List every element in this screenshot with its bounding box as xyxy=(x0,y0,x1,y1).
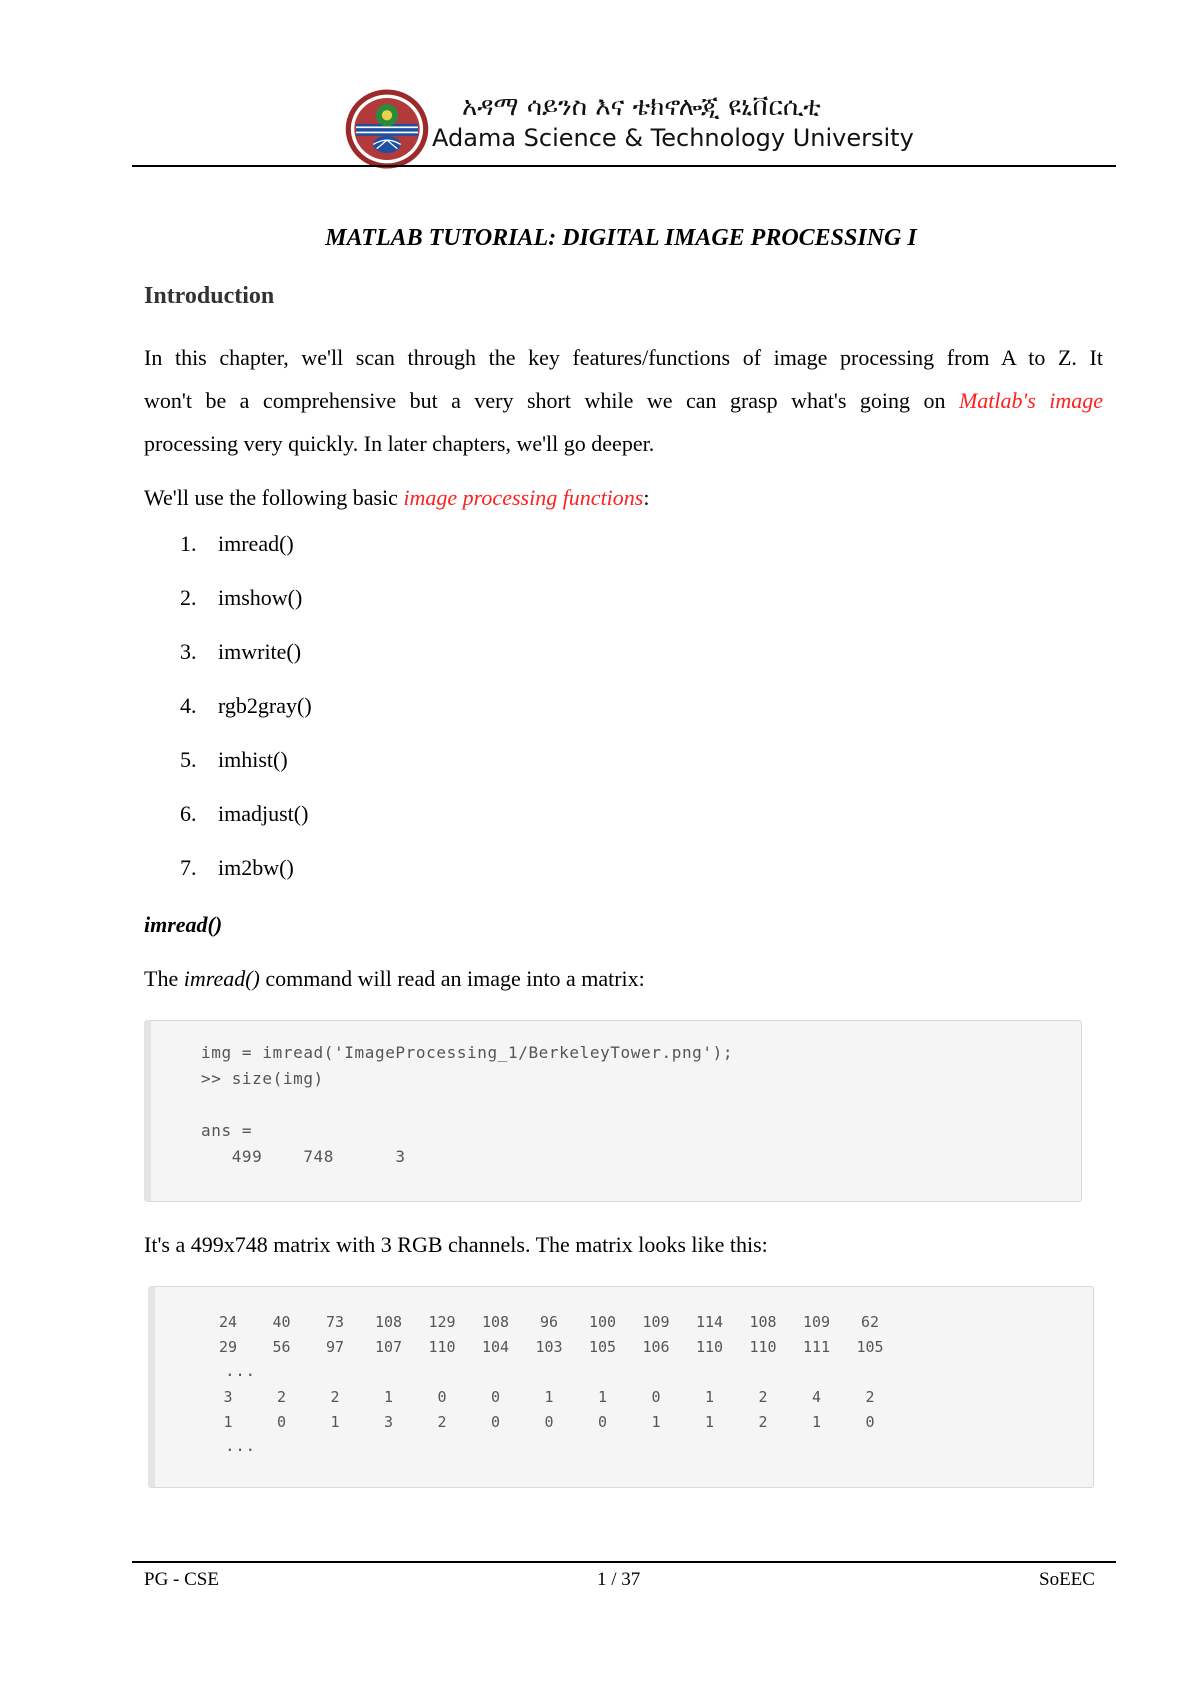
matrix-cell: 2 xyxy=(437,1413,447,1431)
list-item xyxy=(180,801,308,827)
list-item-number: 2. xyxy=(180,585,197,610)
list-item-number: 3. xyxy=(180,639,197,664)
code-line: >> size(img) xyxy=(201,1069,324,1088)
list-item-number: 1. xyxy=(180,531,197,556)
matrix-cell: 1 xyxy=(330,1413,340,1431)
intro-line-2-text: won't be a comprehensive but a very short while we can grasp what's going on xyxy=(144,388,959,413)
code-block-imread xyxy=(144,1020,1082,1202)
matrix-cell: 108 xyxy=(481,1313,510,1331)
document-title: MATLAB TUTORIAL: DIGITAL IMAGE PROCESSING I xyxy=(325,225,917,251)
matrix-cell: 109 xyxy=(642,1313,670,1331)
matrix-cell: 110 xyxy=(695,1338,724,1356)
code-line: img = imread('ImageProcessing_1/BerkeleyTower.png'); xyxy=(201,1043,734,1062)
matlab-image-link[interactable]: Matlab's image xyxy=(958,388,1103,413)
matrix-cell: 1 xyxy=(704,1413,715,1431)
matrix-cell: 3 xyxy=(223,1388,233,1406)
matrix-cell: 4 xyxy=(811,1388,822,1406)
matrix-cell: 110 xyxy=(428,1338,456,1356)
footer-divider xyxy=(132,1561,1116,1563)
matrix-cell: 106 xyxy=(642,1338,670,1356)
matrix-cell: 40 xyxy=(272,1313,291,1331)
image-processing-functions-link[interactable]: image processing functions xyxy=(403,485,644,510)
matrix-cell: 3 xyxy=(383,1413,394,1431)
list-item-label: imshow() xyxy=(218,585,303,610)
matrix-cell: 108 xyxy=(374,1313,403,1331)
code-line: 499 748 3 xyxy=(201,1147,406,1166)
intro-paragraph-line-3: processing very quickly. In later chapters, we'll go deeper. xyxy=(144,431,655,456)
matrix-ellipsis: ... xyxy=(225,1436,256,1455)
matrix-cell: 0 xyxy=(490,1413,501,1431)
matrix-cell: 1 xyxy=(383,1388,394,1406)
matrix-row-2 xyxy=(155,1338,1093,1358)
matrix-cell: 0 xyxy=(276,1413,287,1431)
footer-school: SoEEC xyxy=(1039,1569,1095,1590)
code-line: ans = xyxy=(201,1121,253,1140)
matrix-cell: 104 xyxy=(481,1338,510,1356)
matrix-cell: 96 xyxy=(539,1313,559,1331)
matrix-cell: 0 xyxy=(651,1388,661,1406)
matrix-cell: 109 xyxy=(802,1313,831,1331)
matrix-cell: 0 xyxy=(437,1388,447,1406)
matrix-row-1 xyxy=(155,1313,1093,1333)
matrix-cell: 24 xyxy=(218,1313,238,1331)
matrix-cell: 108 xyxy=(749,1313,777,1331)
list-item xyxy=(180,693,312,719)
imread-description-post: command will read an image into a matrix: xyxy=(259,966,645,991)
matrix-cell: 2 xyxy=(865,1388,875,1406)
matrix-cell: 1 xyxy=(704,1388,715,1406)
list-item-label: rgb2gray() xyxy=(218,693,312,718)
list-item-label: imhist() xyxy=(218,747,288,772)
matrix-cell: 56 xyxy=(272,1338,291,1356)
imread-description xyxy=(144,966,645,992)
matrix-cell: 105 xyxy=(588,1338,617,1356)
matrix-cell: 1 xyxy=(651,1413,661,1431)
university-name-amharic: አዳማ ሳይንስ እና ቴክኖሎጂ ዩኒቨርሲቲ xyxy=(462,92,821,122)
matrix-cell: 2 xyxy=(758,1388,768,1406)
code-block-matrix xyxy=(148,1286,1094,1488)
matrix-cell: 73 xyxy=(325,1313,345,1331)
matrix-cell: 110 xyxy=(749,1338,777,1356)
imread-description-pre: The xyxy=(144,966,184,991)
list-item-label: im2bw() xyxy=(218,855,294,880)
matrix-cell: 107 xyxy=(374,1338,403,1356)
list-item-number: 7. xyxy=(180,855,197,880)
matrix-cell: 105 xyxy=(856,1338,884,1356)
matrix-cell: 1 xyxy=(597,1388,608,1406)
imread-section-heading: imread() xyxy=(144,912,223,937)
matrix-cell: 2 xyxy=(330,1388,340,1406)
header-divider xyxy=(132,165,1116,167)
matrix-cell: 0 xyxy=(597,1413,608,1431)
matrix-ellipsis: ... xyxy=(225,1361,256,1380)
matrix-cell: 62 xyxy=(860,1313,880,1331)
footer-page-number: 1 / 37 xyxy=(597,1569,641,1590)
functions-intro-colon: : xyxy=(643,485,650,510)
intro-paragraph-line-2 xyxy=(144,379,1103,422)
matrix-cell: 129 xyxy=(428,1313,456,1331)
list-item-number: 4. xyxy=(180,693,197,718)
matrix-cell: 2 xyxy=(758,1413,768,1431)
matrix-cell: 103 xyxy=(535,1338,563,1356)
list-item-number: 6. xyxy=(180,801,197,826)
matrix-cell: 97 xyxy=(325,1338,345,1356)
matrix-cell: 1 xyxy=(811,1413,822,1431)
matrix-cell: 111 xyxy=(802,1338,831,1356)
matrix-cell: 29 xyxy=(218,1338,238,1356)
matrix-cell: 1 xyxy=(544,1388,554,1406)
list-item xyxy=(180,585,302,611)
university-name-english: Adama Science & Technology University xyxy=(432,124,914,152)
list-item xyxy=(180,639,301,665)
intro-paragraph-line-1: In this chapter, we'll scan through the key features/functions of image processing from A to Z. It xyxy=(144,345,1103,370)
list-item-number: 5. xyxy=(180,747,197,772)
matrix-description: It's a 499x748 matrix with 3 RGB channels. The matrix looks like this: xyxy=(144,1232,768,1257)
imread-inline-code: imread() xyxy=(183,966,260,991)
list-item-label: imwrite() xyxy=(218,639,302,664)
matrix-cell: 1 xyxy=(223,1413,233,1431)
introduction-heading: Introduction xyxy=(144,283,275,309)
matrix-cell: 2 xyxy=(276,1388,287,1406)
list-item xyxy=(180,531,294,557)
matrix-row-3 xyxy=(155,1388,1093,1408)
matrix-row-4 xyxy=(155,1413,1093,1433)
university-logo-icon xyxy=(344,86,430,172)
functions-intro xyxy=(144,476,649,519)
matrix-cell: 114 xyxy=(695,1313,724,1331)
matrix-cell: 100 xyxy=(588,1313,617,1331)
functions-intro-text: We'll use the following basic xyxy=(144,485,404,510)
list-item-label: imadjust() xyxy=(218,801,309,826)
footer-course: PG - CSE xyxy=(144,1569,219,1590)
list-item xyxy=(180,855,294,881)
matrix-cell: 0 xyxy=(544,1413,554,1431)
matrix-cell: 0 xyxy=(490,1388,501,1406)
list-item-label: imread() xyxy=(218,531,294,556)
list-item xyxy=(180,747,288,773)
matrix-cell: 0 xyxy=(865,1413,875,1431)
